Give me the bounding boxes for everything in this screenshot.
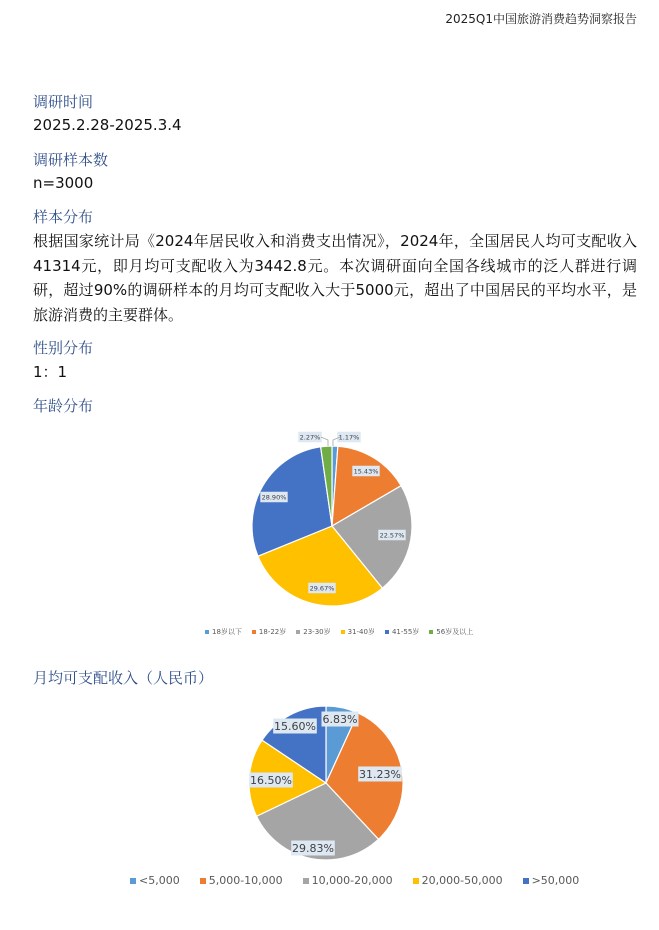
gender-dist-value: 1：1: [33, 363, 68, 381]
legend-label: 41-55岁: [391, 628, 420, 636]
legend-item: [296, 627, 330, 637]
age-legend: [205, 627, 473, 637]
income-dist-heading: 月均可支配收入（人民币）: [33, 669, 214, 687]
legend-label: 18岁以下: [212, 628, 242, 636]
legend-swatch-icon: [252, 630, 256, 634]
data-label: 1.17%: [338, 433, 360, 442]
legend-label: 20,000-50,000: [421, 874, 503, 887]
sample-dist-text: 根据国家统计局《2024年居民收入和消费支出情况》，2024年，全国居民人均可支配收入41314元，即月均可支配收入为3442.8元。本次调研面向全国各线城市的泛人群进行调研，超过90%的调研样本的月均可支配收入大于5000元，超出了中国居民的平均水平，是旅游消费的主要群体。: [33, 232, 637, 324]
legend-label: 23-30岁: [303, 628, 331, 636]
data-label: 16.50%: [250, 773, 292, 787]
data-label: 29.67%: [309, 584, 335, 593]
gender-dist-heading: 性别分布: [33, 339, 94, 357]
legend-item: [429, 627, 473, 637]
legend-item: [303, 874, 393, 887]
legend-item: [130, 874, 180, 887]
legend-item: [205, 627, 242, 637]
legend-item: [523, 874, 580, 887]
legend-swatch-icon: [296, 630, 300, 634]
legend-item: [341, 627, 375, 637]
legend-item: [252, 627, 286, 637]
legend-label: 56岁及以上: [436, 628, 474, 636]
legend-label: 31-40岁: [347, 628, 375, 636]
sample-size-value: n=3000: [33, 174, 94, 192]
legend-swatch-icon: [429, 630, 433, 634]
legend-swatch-icon: [341, 630, 345, 634]
legend-label: <5,000: [139, 874, 180, 887]
legend-label: 5,000-10,000: [208, 874, 283, 887]
data-label: 6.83%: [322, 712, 358, 726]
legend-swatch-icon: [413, 878, 419, 884]
sample-dist-heading: 样本分布: [33, 208, 94, 226]
data-label: 15.60%: [274, 719, 316, 733]
legend-swatch-icon: [303, 878, 309, 884]
legend-label: 10,000-20,000: [311, 874, 393, 887]
legend-item: [200, 874, 283, 887]
data-label: 22.57%: [379, 531, 405, 540]
legend-swatch-icon: [205, 630, 209, 634]
legend-label: >50,000: [531, 874, 580, 887]
legend-item: [413, 874, 503, 887]
income-legend: [130, 874, 579, 887]
data-label: 29.83%: [292, 841, 334, 855]
data-label: 2.27%: [299, 433, 321, 442]
report-title: 2025Q1中国旅游消费趋势洞察报告: [445, 12, 637, 26]
legend-item: [385, 627, 419, 637]
legend-swatch-icon: [385, 630, 389, 634]
data-label: 15.43%: [353, 467, 379, 476]
data-label: 28.90%: [261, 493, 287, 502]
legend-swatch-icon: [130, 878, 136, 884]
legend-label: 18-22岁: [258, 628, 287, 636]
legend-swatch-icon: [523, 878, 529, 884]
legend-swatch-icon: [200, 878, 206, 884]
survey-time-heading: 调研时间: [33, 93, 94, 111]
survey-time-value: 2025.2.28-2025.3.4: [33, 116, 182, 134]
age-dist-heading: 年龄分布: [33, 397, 94, 415]
sample-size-heading: 调研样本数: [33, 151, 109, 169]
data-label: 31.23%: [359, 767, 401, 781]
